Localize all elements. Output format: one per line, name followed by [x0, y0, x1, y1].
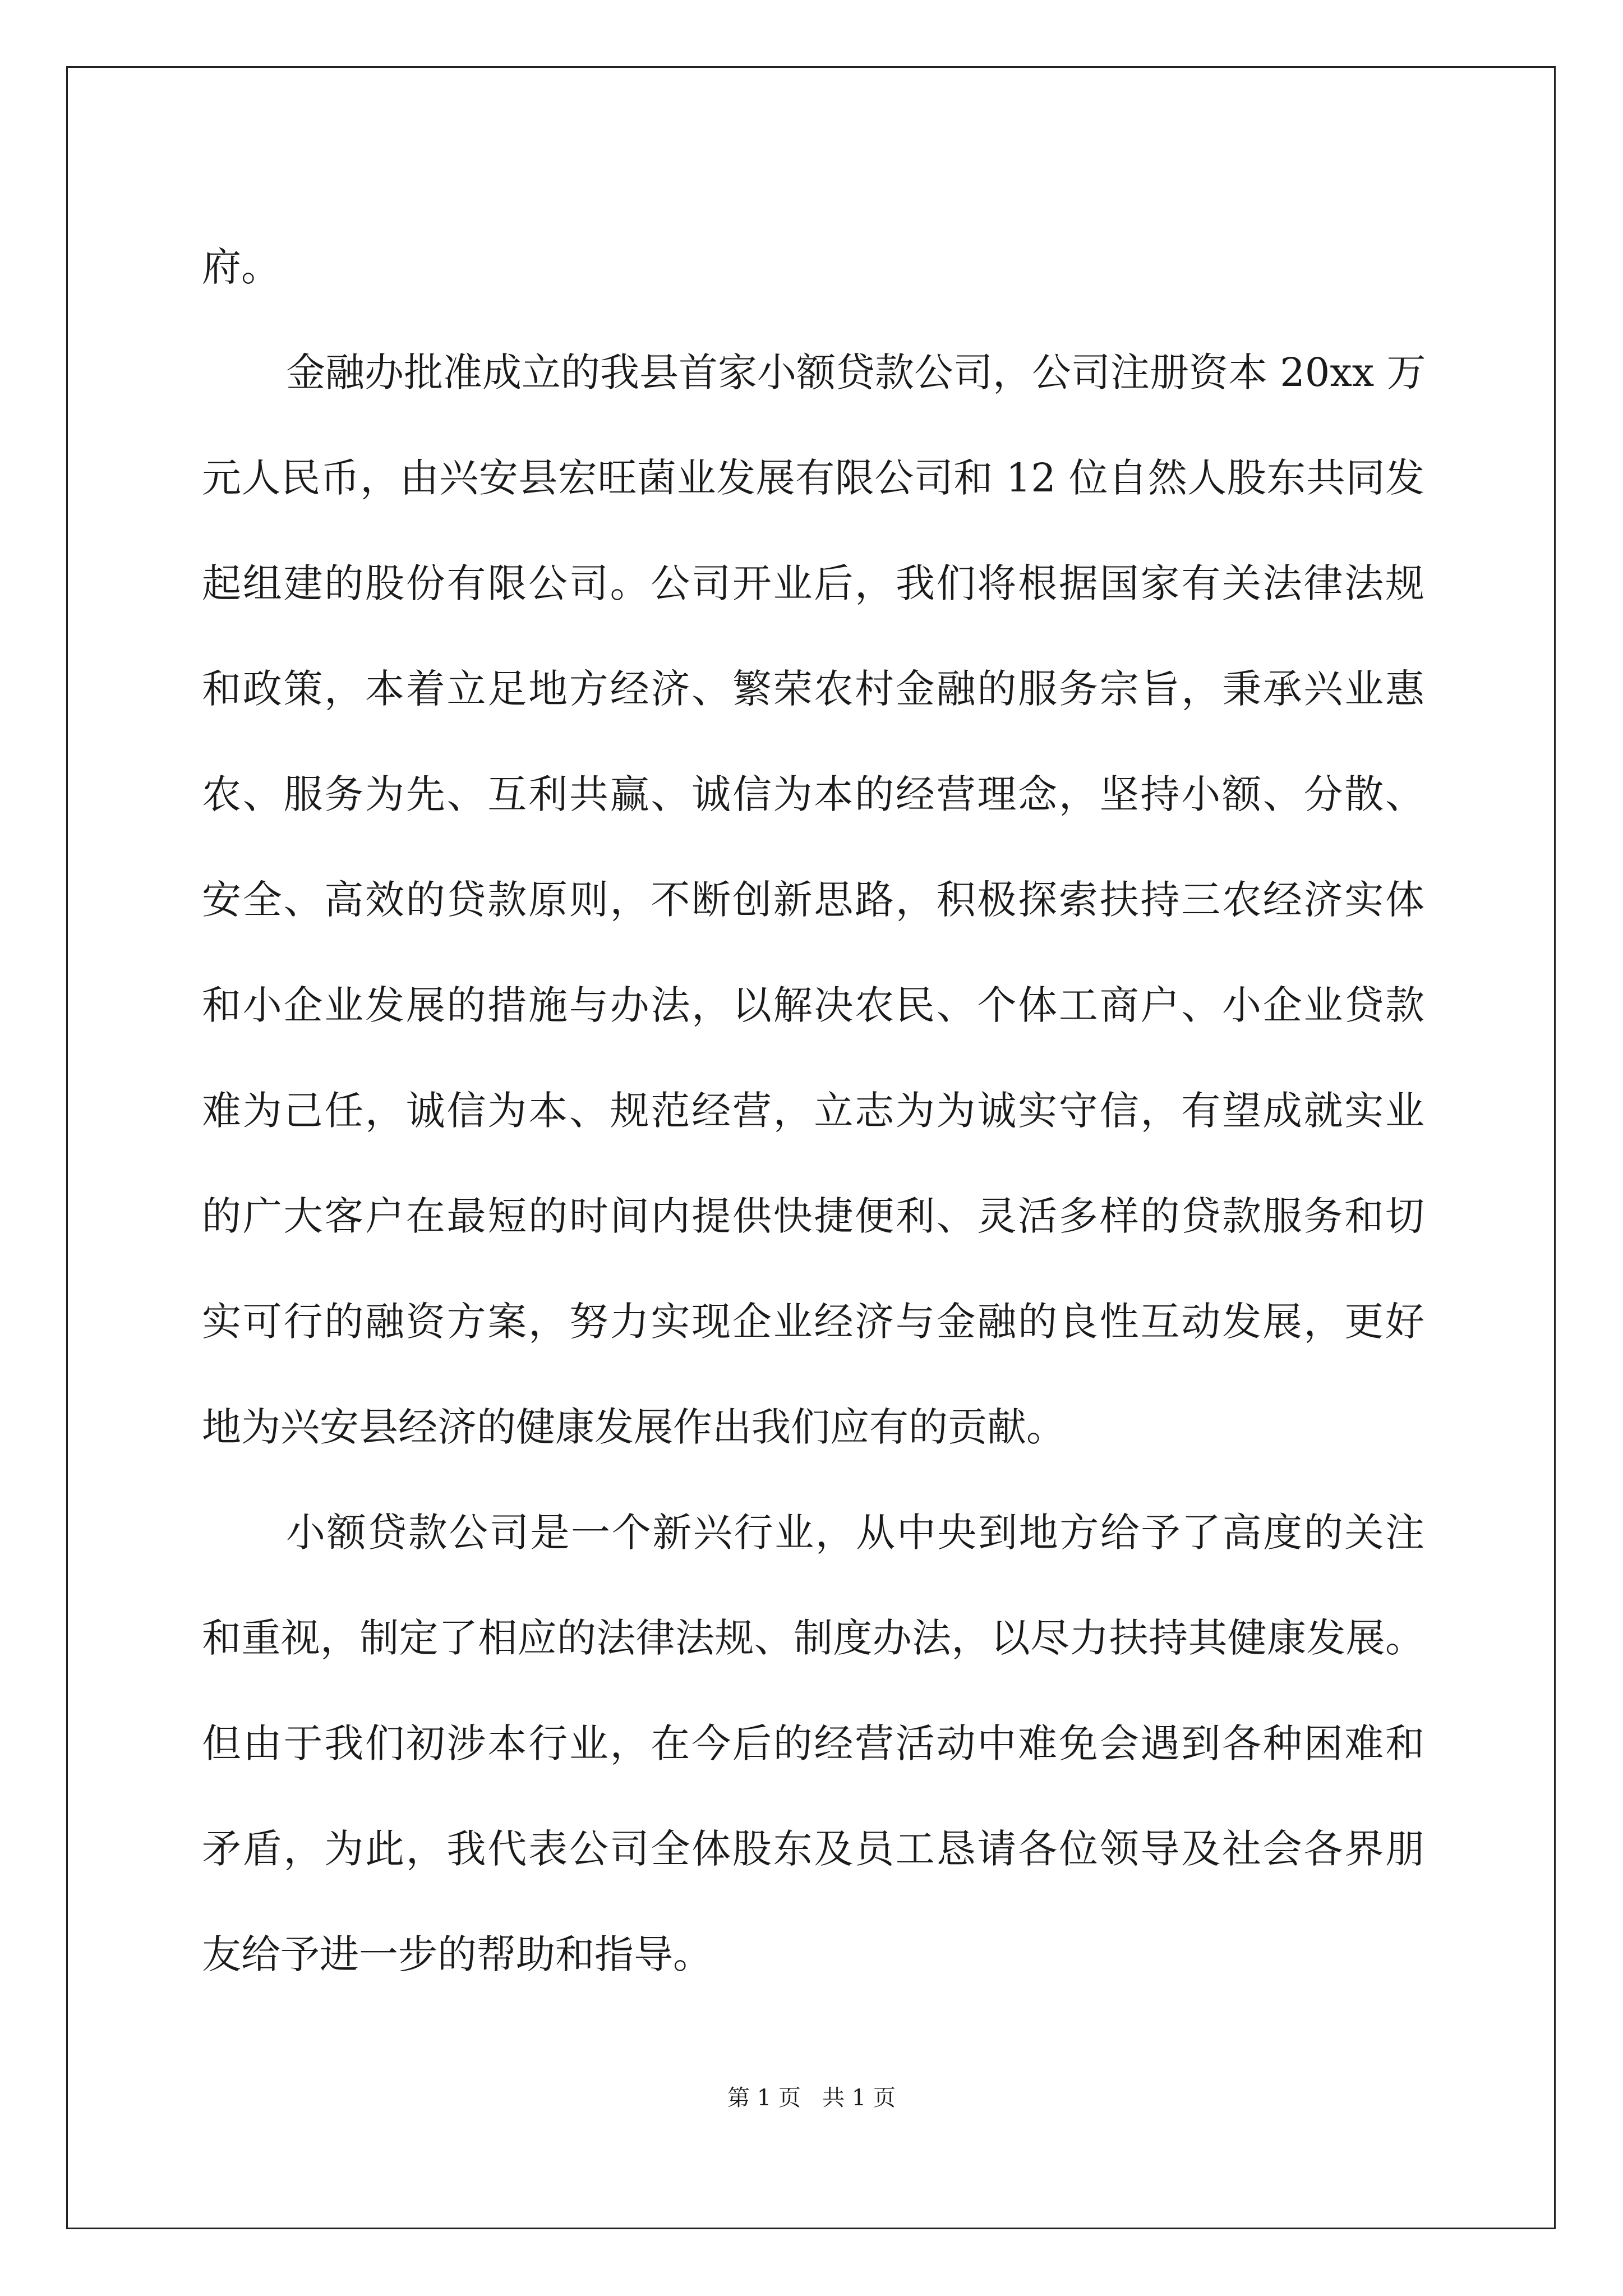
paragraph-line: 金融办批准成立的我县首家小额贷款公司，公司注册资本 20xx 万: [286, 349, 1426, 395]
paragraph-line: 府。: [202, 244, 280, 290]
paragraph-line: 矛盾，为此，我代表公司全体股东及员工恳请各位领导及社会各界朋: [202, 1826, 1424, 1872]
paragraph-line: 和政策，本着立足地方经济、繁荣农村金融的服务宗旨，秉承兴业惠: [202, 666, 1424, 712]
paragraph-line: 农、服务为先、互利共赢、诚信为本的经营理念，坚持小额、分散、: [202, 771, 1424, 817]
paragraph-line: 但由于我们初涉本行业，在今后的经营活动中难免会遇到各种困难和: [202, 1720, 1424, 1766]
paragraph-line: 友给予进一步的帮助和指导。: [202, 1931, 712, 1977]
paragraph-line: 元人民币，由兴安县宏旺菌业发展有限公司和 12 位自然人股东共同发: [202, 455, 1424, 501]
paragraph-line: 安全、高效的贷款原则，不断创新思路，积极探索扶持三农经济实体: [202, 877, 1424, 923]
paragraph-line: 难为己任，诚信为本、规范经营，立志为为诚实守信，有望成就实业: [202, 1088, 1424, 1134]
paragraph-line: 和重视，制定了相应的法律法规、制度办法，以尽力扶持其健康发展。: [202, 1615, 1424, 1661]
paragraph-line: 小额贷款公司是一个新兴行业，从中央到地方给予了高度的关注: [286, 1510, 1424, 1556]
paragraph-line: 实可行的融资方案，努力实现企业经济与金融的良性互动发展，更好: [202, 1299, 1424, 1345]
paragraph-line: 地为兴安县经济的健康发展作出我们应有的贡献。: [202, 1404, 1066, 1450]
paragraph-line: 和小企业发展的措施与办法，以解决农民、个体工商户、小企业贷款: [202, 982, 1424, 1028]
paragraph-line: 起组建的股份有限公司。公司开业后，我们将根据国家有关法律法规: [202, 560, 1424, 606]
document-body: [202, 214, 1424, 2007]
page-footer: 第 1 页 共 1 页: [727, 2085, 896, 2111]
paragraph-line: 的广大客户在最短的时间内提供快捷便利、灵活多样的贷款服务和切: [202, 1193, 1424, 1239]
